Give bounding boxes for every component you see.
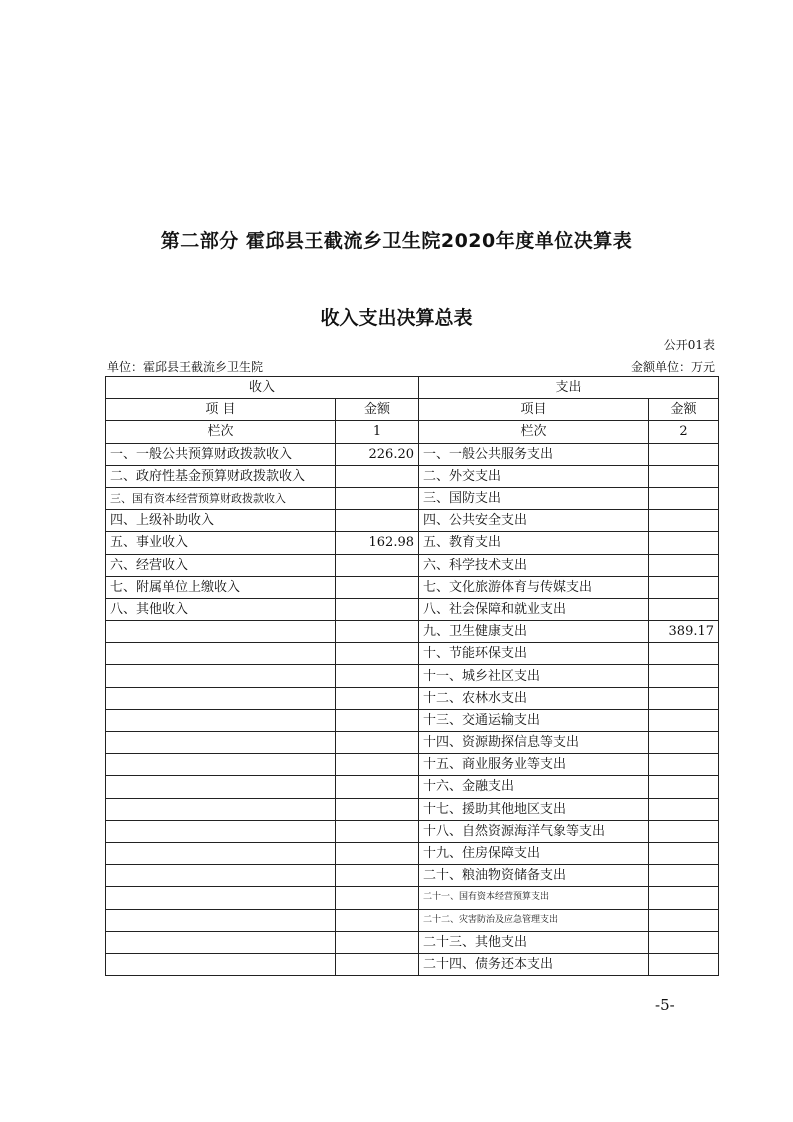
income-amount	[336, 732, 419, 754]
table-title: 收入支出决算总表	[320, 307, 473, 329]
table-row	[106, 532, 719, 554]
expense-amount	[649, 687, 719, 709]
expense-amount	[649, 931, 719, 953]
income-amount	[336, 842, 419, 864]
header-item-expense: 项目	[419, 399, 649, 421]
table-header-row	[106, 399, 719, 421]
income-item	[106, 842, 336, 864]
income-item	[106, 665, 336, 687]
table-header-row	[106, 377, 719, 399]
expense-item: 二十三、其他支出	[419, 931, 649, 953]
table-row	[106, 487, 719, 509]
expense-item: 二十四、债务还本支出	[419, 953, 649, 975]
header-income: 收入	[106, 377, 419, 399]
table-row	[106, 576, 719, 598]
income-item	[106, 643, 336, 665]
income-amount	[336, 687, 419, 709]
expense-item: 十、节能环保支出	[419, 643, 649, 665]
income-item: 三、国有资本经营预算财政拨款收入	[106, 487, 336, 509]
table-row	[106, 687, 719, 709]
expense-item: 十六、金融支出	[419, 776, 649, 798]
expense-amount	[649, 487, 719, 509]
table-row	[106, 643, 719, 665]
table-row	[106, 931, 719, 953]
income-amount	[336, 554, 419, 576]
expense-item: 十二、农林水支出	[419, 687, 649, 709]
table-row	[106, 465, 719, 487]
document-title: 第二部分 霍邱县王截流乡卫生院2020年度单位决算表	[160, 230, 633, 252]
table-row	[106, 732, 719, 754]
expense-item: 一、一般公共服务支出	[419, 443, 649, 465]
income-item: 八、其他收入	[106, 598, 336, 620]
income-amount	[336, 643, 419, 665]
income-amount	[336, 798, 419, 820]
unit-label: 单位：霍邱县王截流乡卫生院	[107, 360, 264, 374]
expense-item: 十三、交通运输支出	[419, 709, 649, 731]
income-item: 七、附属单位上缴收入	[106, 576, 336, 598]
income-amount	[336, 909, 419, 931]
income-amount	[336, 776, 419, 798]
expense-amount	[649, 754, 719, 776]
table-row	[106, 554, 719, 576]
income-item	[106, 709, 336, 731]
header-amount-income: 金额	[336, 399, 419, 421]
income-item	[106, 909, 336, 931]
expense-item: 九、卫生健康支出	[419, 621, 649, 643]
income-amount	[336, 754, 419, 776]
table-row	[106, 776, 719, 798]
table-row	[106, 887, 719, 909]
income-amount	[336, 621, 419, 643]
expense-amount	[649, 798, 719, 820]
income-amount	[336, 598, 419, 620]
table-row	[106, 798, 719, 820]
col-label: 栏次	[106, 421, 336, 443]
expense-amount	[649, 953, 719, 975]
income-item	[106, 820, 336, 842]
table-row	[106, 820, 719, 842]
table-row	[106, 510, 719, 532]
table-header-row	[106, 421, 719, 443]
table-row	[106, 443, 719, 465]
income-item	[106, 953, 336, 975]
expense-item: 十一、城乡社区支出	[419, 665, 649, 687]
income-item	[106, 887, 336, 909]
income-item	[106, 798, 336, 820]
expense-amount	[649, 554, 719, 576]
income-item	[106, 687, 336, 709]
expense-item: 三、国防支出	[419, 487, 649, 509]
table-row	[106, 953, 719, 975]
header-amount-expense: 金额	[649, 399, 719, 421]
expense-amount	[649, 887, 719, 909]
col-number: 1	[336, 421, 419, 443]
income-expense-table	[105, 376, 719, 976]
expense-item: 十八、自然资源海洋气象等支出	[419, 820, 649, 842]
expense-item: 二十一、国有资本经营预算支出	[419, 887, 649, 909]
expense-amount	[649, 576, 719, 598]
expense-amount	[649, 465, 719, 487]
income-item	[106, 776, 336, 798]
expense-amount	[649, 643, 719, 665]
income-item: 六、经营收入	[106, 554, 336, 576]
income-amount	[336, 820, 419, 842]
expense-item: 七、文化旅游体育与传媒支出	[419, 576, 649, 598]
expense-item: 四、公共安全支出	[419, 510, 649, 532]
income-item: 四、上级补助收入	[106, 510, 336, 532]
income-amount	[336, 487, 419, 509]
table-row	[106, 865, 719, 887]
expense-amount: 389.17	[649, 621, 719, 643]
col-number: 2	[649, 421, 719, 443]
table-row	[106, 598, 719, 620]
expense-item: 十七、援助其他地区支出	[419, 798, 649, 820]
income-item: 二、政府性基金预算财政拨款收入	[106, 465, 336, 487]
income-amount: 226.20	[336, 443, 419, 465]
income-item	[106, 754, 336, 776]
expense-amount	[649, 510, 719, 532]
income-item: 一、一般公共预算财政拨款收入	[106, 443, 336, 465]
expense-item: 六、科学技术支出	[419, 554, 649, 576]
income-item	[106, 865, 336, 887]
income-amount	[336, 887, 419, 909]
table-row	[106, 754, 719, 776]
form-number: 公开01表	[663, 338, 715, 352]
expense-amount	[649, 842, 719, 864]
table-row	[106, 709, 719, 731]
income-item	[106, 621, 336, 643]
income-item	[106, 931, 336, 953]
table-row	[106, 909, 719, 931]
expense-amount	[649, 443, 719, 465]
header-expense: 支出	[419, 377, 719, 399]
expense-item: 十九、住房保障支出	[419, 842, 649, 864]
income-amount	[336, 865, 419, 887]
expense-item: 十五、商业服务业等支出	[419, 754, 649, 776]
table-row	[106, 621, 719, 643]
income-amount	[336, 665, 419, 687]
expense-amount	[649, 909, 719, 931]
header-item-income: 项 目	[106, 399, 336, 421]
expense-item: 二十、粮油物资储备支出	[419, 865, 649, 887]
expense-item: 五、教育支出	[419, 532, 649, 554]
income-item	[106, 732, 336, 754]
expense-amount	[649, 709, 719, 731]
page-number: -5-	[655, 996, 675, 1014]
expense-item: 二十二、灾害防治及应急管理支出	[419, 909, 649, 931]
income-amount	[336, 576, 419, 598]
expense-amount	[649, 732, 719, 754]
expense-amount	[649, 776, 719, 798]
income-amount	[336, 465, 419, 487]
expense-amount	[649, 532, 719, 554]
expense-amount	[649, 820, 719, 842]
col-label: 栏次	[419, 421, 649, 443]
table-row	[106, 842, 719, 864]
expense-item: 十四、资源勘探信息等支出	[419, 732, 649, 754]
income-amount	[336, 931, 419, 953]
expense-amount	[649, 665, 719, 687]
expense-amount	[649, 865, 719, 887]
income-amount: 162.98	[336, 532, 419, 554]
income-item: 五、事业收入	[106, 532, 336, 554]
expense-item: 八、社会保障和就业支出	[419, 598, 649, 620]
income-amount	[336, 510, 419, 532]
money-unit-label: 金额单位：万元	[630, 360, 715, 374]
expense-amount	[649, 598, 719, 620]
table-row	[106, 665, 719, 687]
income-amount	[336, 709, 419, 731]
income-amount	[336, 953, 419, 975]
expense-item: 二、外交支出	[419, 465, 649, 487]
